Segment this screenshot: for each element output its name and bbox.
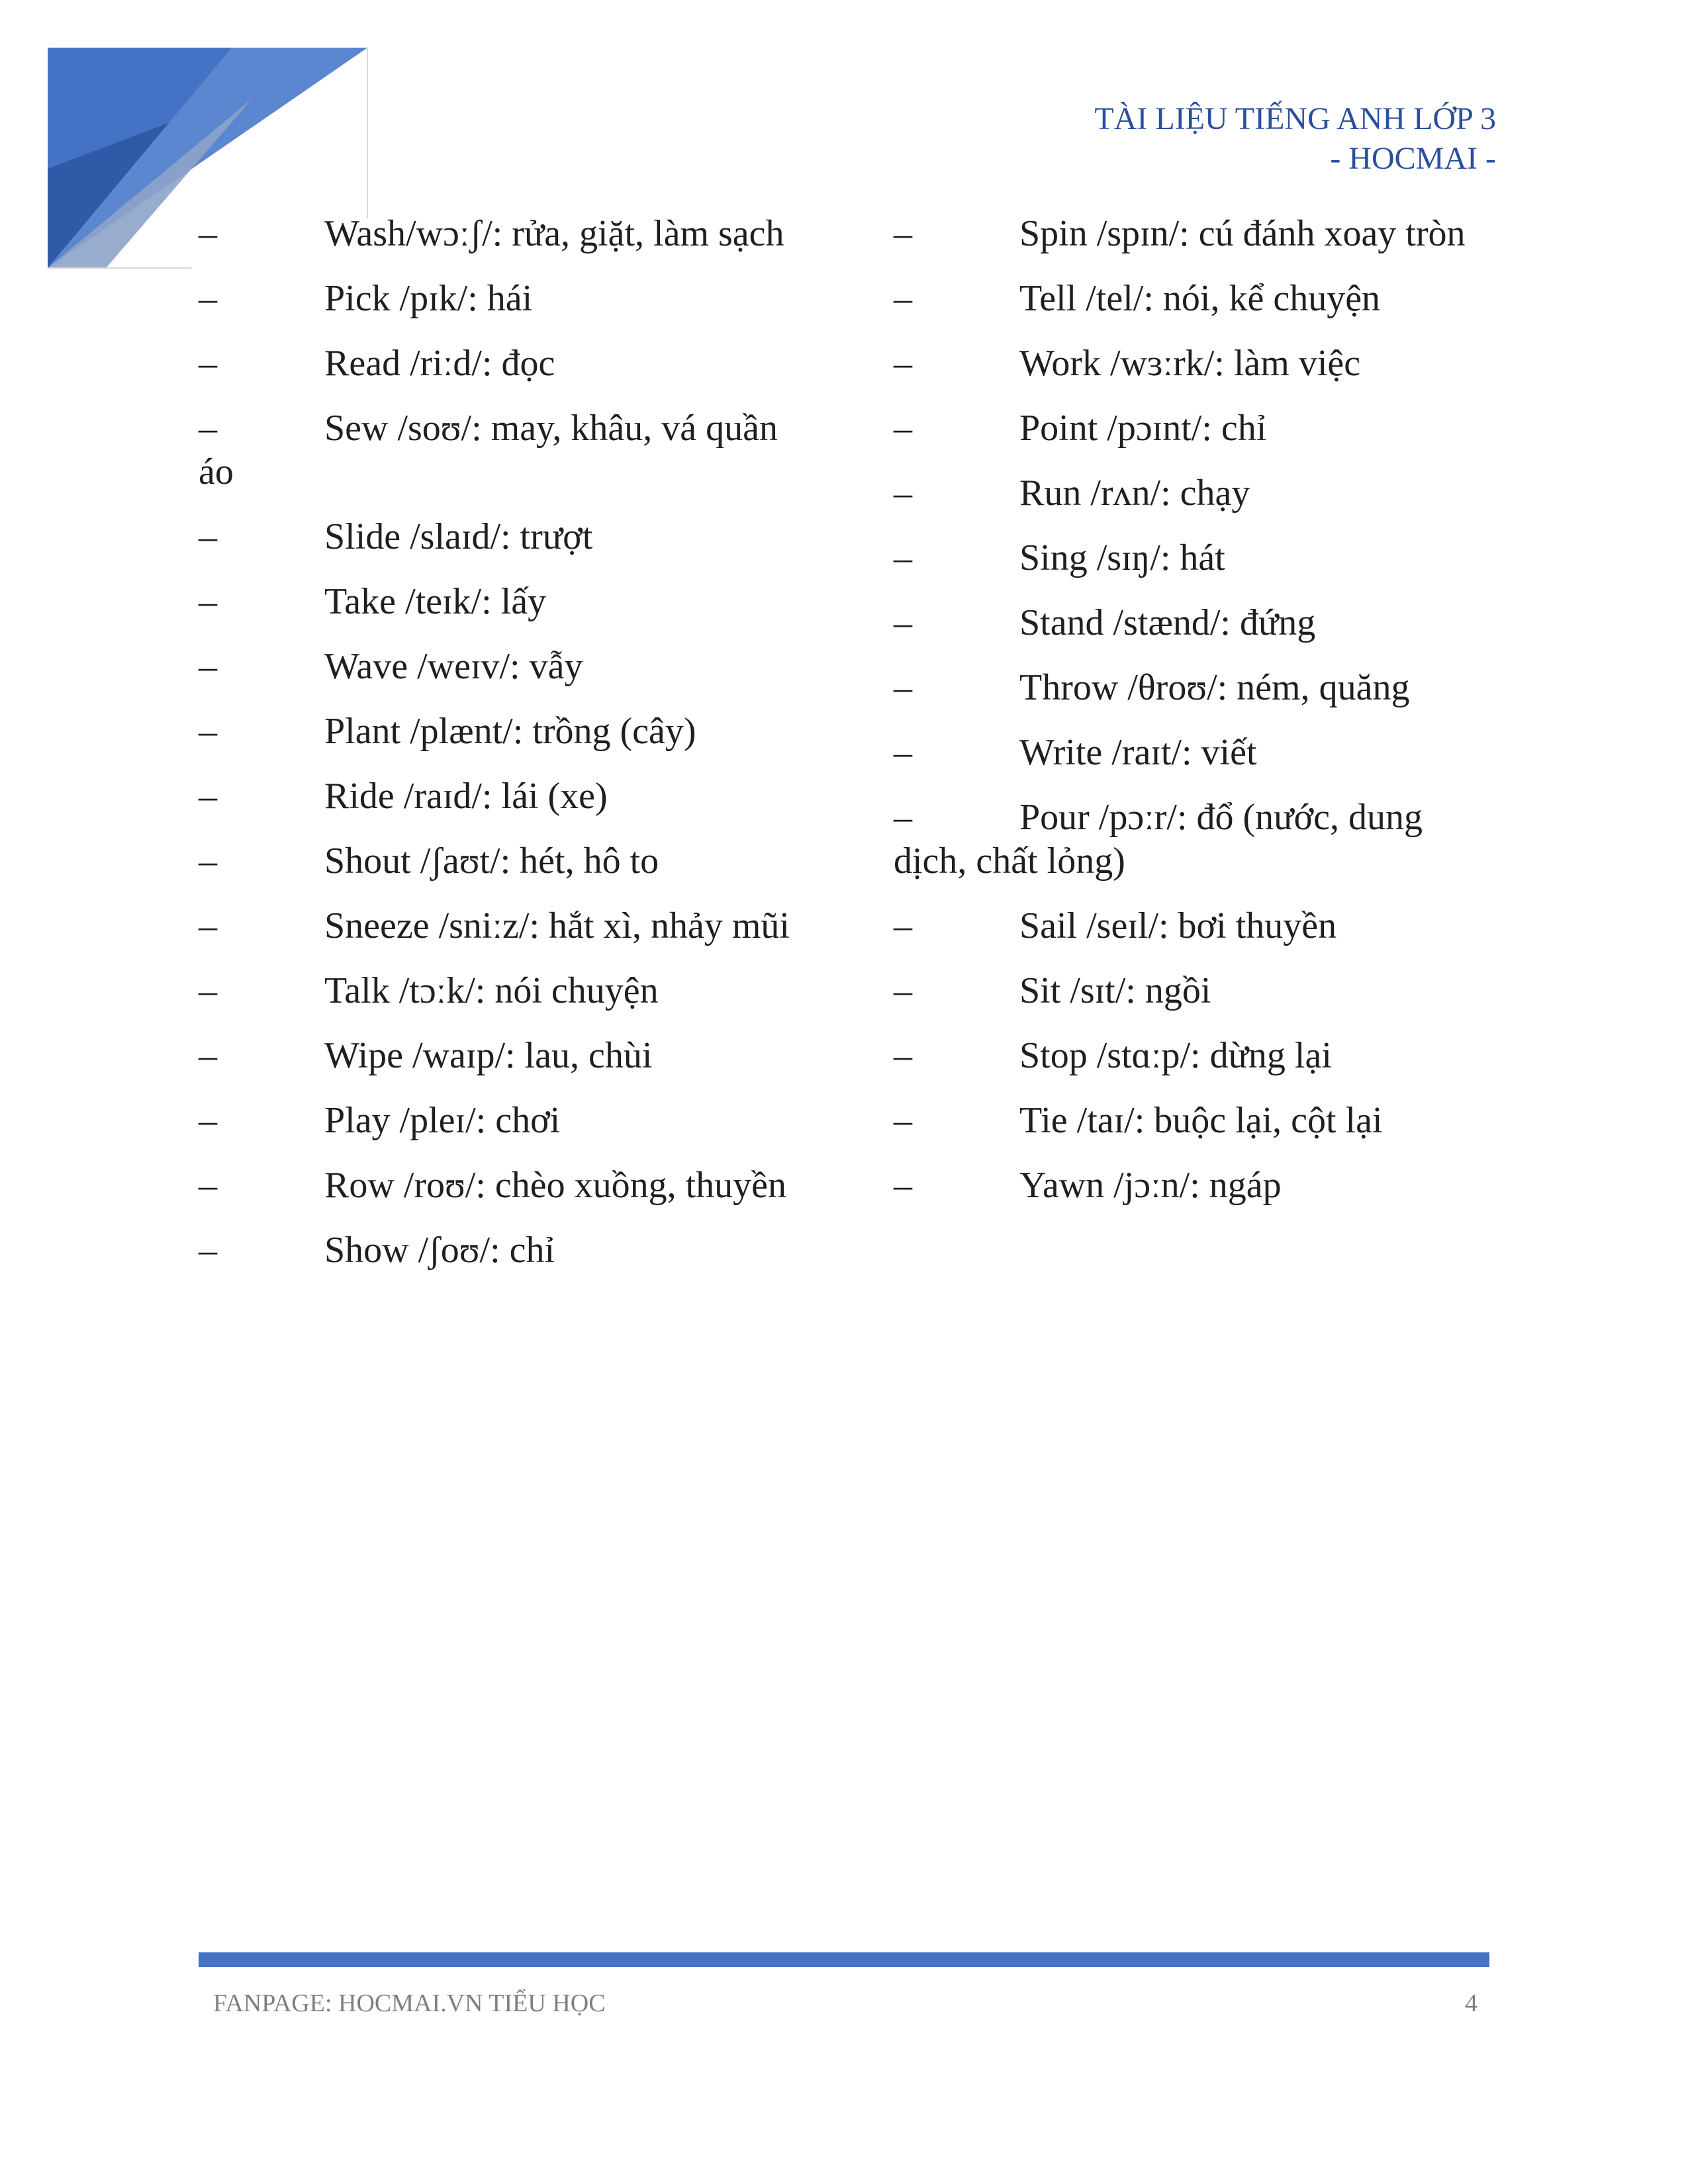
dash-bullet: – — [894, 905, 912, 946]
dash-bullet: – — [199, 905, 217, 946]
dash-bullet: – — [199, 1165, 217, 1206]
vocab-text: Work /wɜːrk/: làm việc — [1019, 343, 1361, 384]
vocab-item — [199, 839, 794, 883]
vocab-text: Sneeze /sniːz/: hắt xì, nhảy mũi — [324, 905, 790, 946]
vocab-text: Pick /pɪk/: hái — [324, 278, 533, 319]
dash-bullet: – — [894, 970, 912, 1011]
dash-bullet: – — [894, 537, 912, 578]
vocab-item — [199, 1228, 794, 1272]
vocab-text-continuation: áo — [199, 451, 234, 492]
vocab-item — [894, 969, 1489, 1013]
vocab-text: Run /rʌn/: chạy — [1019, 473, 1250, 514]
vocab-text: Slide /slaɪd/: trượt — [324, 516, 593, 557]
dash-bullet: – — [199, 516, 217, 557]
dash-bullet: – — [894, 1165, 912, 1206]
vocab-item — [199, 1034, 794, 1077]
vocab-text: Sail /seɪl/: bơi thuyền — [1019, 905, 1337, 946]
vocab-item — [199, 904, 794, 948]
vocab-text: Pour /pɔːr/: đổ (nước, dung — [1019, 797, 1423, 838]
vocab-text: Ride /raɪd/: lái (xe) — [324, 776, 608, 817]
vocab-item — [894, 471, 1489, 515]
vocab-item — [894, 731, 1489, 774]
vocab-item — [199, 969, 794, 1013]
dash-bullet: – — [894, 213, 912, 254]
vocab-text-continuation: dịch, chất lỏng) — [894, 841, 1125, 882]
dash-bullet: – — [894, 667, 912, 708]
header-subtitle: - HOCMAI - — [1330, 141, 1496, 176]
vocab-item — [894, 406, 1489, 450]
document-header — [1094, 99, 1496, 179]
vocab-text: Wash/wɔːʃ/: rửa, giặt, làm sạch — [324, 213, 784, 254]
vocab-text: Throw /θroʊ/: ném, quăng — [1019, 667, 1410, 708]
dash-bullet: – — [199, 841, 217, 882]
vocab-text: Stop /stɑːp/: dừng lại — [1019, 1035, 1332, 1076]
vocab-text: Talk /tɔːk/: nói chuyện — [324, 970, 659, 1011]
vocab-item — [199, 1099, 794, 1142]
vocab-item — [199, 406, 794, 494]
vocab-item — [199, 341, 794, 385]
footer-fanpage-text: FANPAGE: HOCMAI.VN TIỂU HỌC — [213, 1989, 606, 2017]
vocab-item — [199, 515, 794, 559]
vocab-item — [894, 1163, 1489, 1207]
dash-bullet: – — [199, 1100, 217, 1141]
vocab-item — [894, 212, 1489, 255]
dash-bullet: – — [199, 776, 217, 817]
vocab-item — [894, 536, 1489, 580]
vocab-item — [894, 341, 1489, 385]
vocab-item — [894, 1099, 1489, 1142]
vocab-item — [894, 904, 1489, 948]
dash-bullet: – — [199, 213, 217, 254]
vocab-item — [894, 601, 1489, 645]
dash-bullet: – — [199, 1035, 217, 1076]
vocab-text: Sing /sɪŋ/: hát — [1019, 537, 1225, 578]
dash-bullet: – — [894, 602, 912, 643]
vocab-item — [199, 277, 794, 320]
vocab-item — [199, 212, 794, 255]
vocab-text: Wave /weɪv/: vẫy — [324, 646, 583, 687]
vocab-text: Plant /plænt/: trồng (cây) — [324, 711, 696, 752]
vocab-text: Take /teɪk/: lấy — [324, 581, 547, 622]
vocab-text: Stand /stænd/: đứng — [1019, 602, 1316, 643]
dash-bullet: – — [894, 473, 912, 514]
vocab-item — [199, 645, 794, 688]
dash-bullet: – — [199, 408, 217, 449]
left-vocabulary-column — [199, 212, 794, 1293]
vocab-text: Sit /sɪt/: ngồi — [1019, 970, 1211, 1011]
vocab-item — [199, 774, 794, 818]
vocab-text: Row /roʊ/: chèo xuồng, thuyền — [324, 1165, 786, 1206]
vocab-text: Point /pɔɪnt/: chỉ — [1019, 408, 1267, 449]
vocab-text: Wipe /waɪp/: lau, chùi — [324, 1035, 653, 1076]
dash-bullet: – — [894, 732, 912, 773]
dash-bullet: – — [199, 343, 217, 384]
vocab-item — [894, 277, 1489, 320]
dash-bullet: – — [199, 711, 217, 752]
dash-bullet: – — [894, 343, 912, 384]
footer-divider-bar — [199, 1952, 1489, 1967]
vocab-text: Read /riːd/: đọc — [324, 343, 555, 384]
vocab-item — [199, 1163, 794, 1207]
vocab-text: Play /pleɪ/: chơi — [324, 1100, 561, 1141]
dash-bullet: – — [894, 1100, 912, 1141]
dash-bullet: – — [199, 581, 217, 622]
vocab-item — [894, 666, 1489, 709]
vocab-text: Show /ʃoʊ/: chỉ — [324, 1230, 555, 1271]
vocab-text: Tie /taɪ/: buộc lại, cột lại — [1019, 1100, 1383, 1141]
dash-bullet: – — [199, 1230, 217, 1271]
dash-bullet: – — [199, 970, 217, 1011]
vocab-item — [894, 796, 1489, 883]
vocab-text: Sew /soʊ/: may, khâu, vá quần — [324, 408, 778, 449]
dash-bullet: – — [894, 1035, 912, 1076]
page-number: 4 — [1465, 1989, 1477, 2017]
dash-bullet: – — [199, 278, 217, 319]
dash-bullet: – — [894, 408, 912, 449]
vocab-item — [199, 709, 794, 753]
vocab-text: Shout /ʃaʊt/: hét, hô to — [324, 841, 659, 882]
vocab-text: Tell /tel/: nói, kể chuyện — [1019, 278, 1381, 319]
header-title: TÀI LIỆU TIẾNG ANH LỚP 3 — [1094, 101, 1496, 136]
vocab-text: Write /raɪt/: viết — [1019, 732, 1257, 773]
vocab-item — [894, 1034, 1489, 1077]
dash-bullet: – — [894, 797, 912, 838]
vocab-text: Yawn /jɔːn/: ngáp — [1019, 1165, 1282, 1206]
right-vocabulary-column — [894, 212, 1489, 1228]
vocab-text: Spin /spɪn/: cú đánh xoay tròn — [1019, 213, 1466, 254]
dash-bullet: – — [894, 278, 912, 319]
dash-bullet: – — [199, 646, 217, 687]
vocab-item — [199, 580, 794, 623]
